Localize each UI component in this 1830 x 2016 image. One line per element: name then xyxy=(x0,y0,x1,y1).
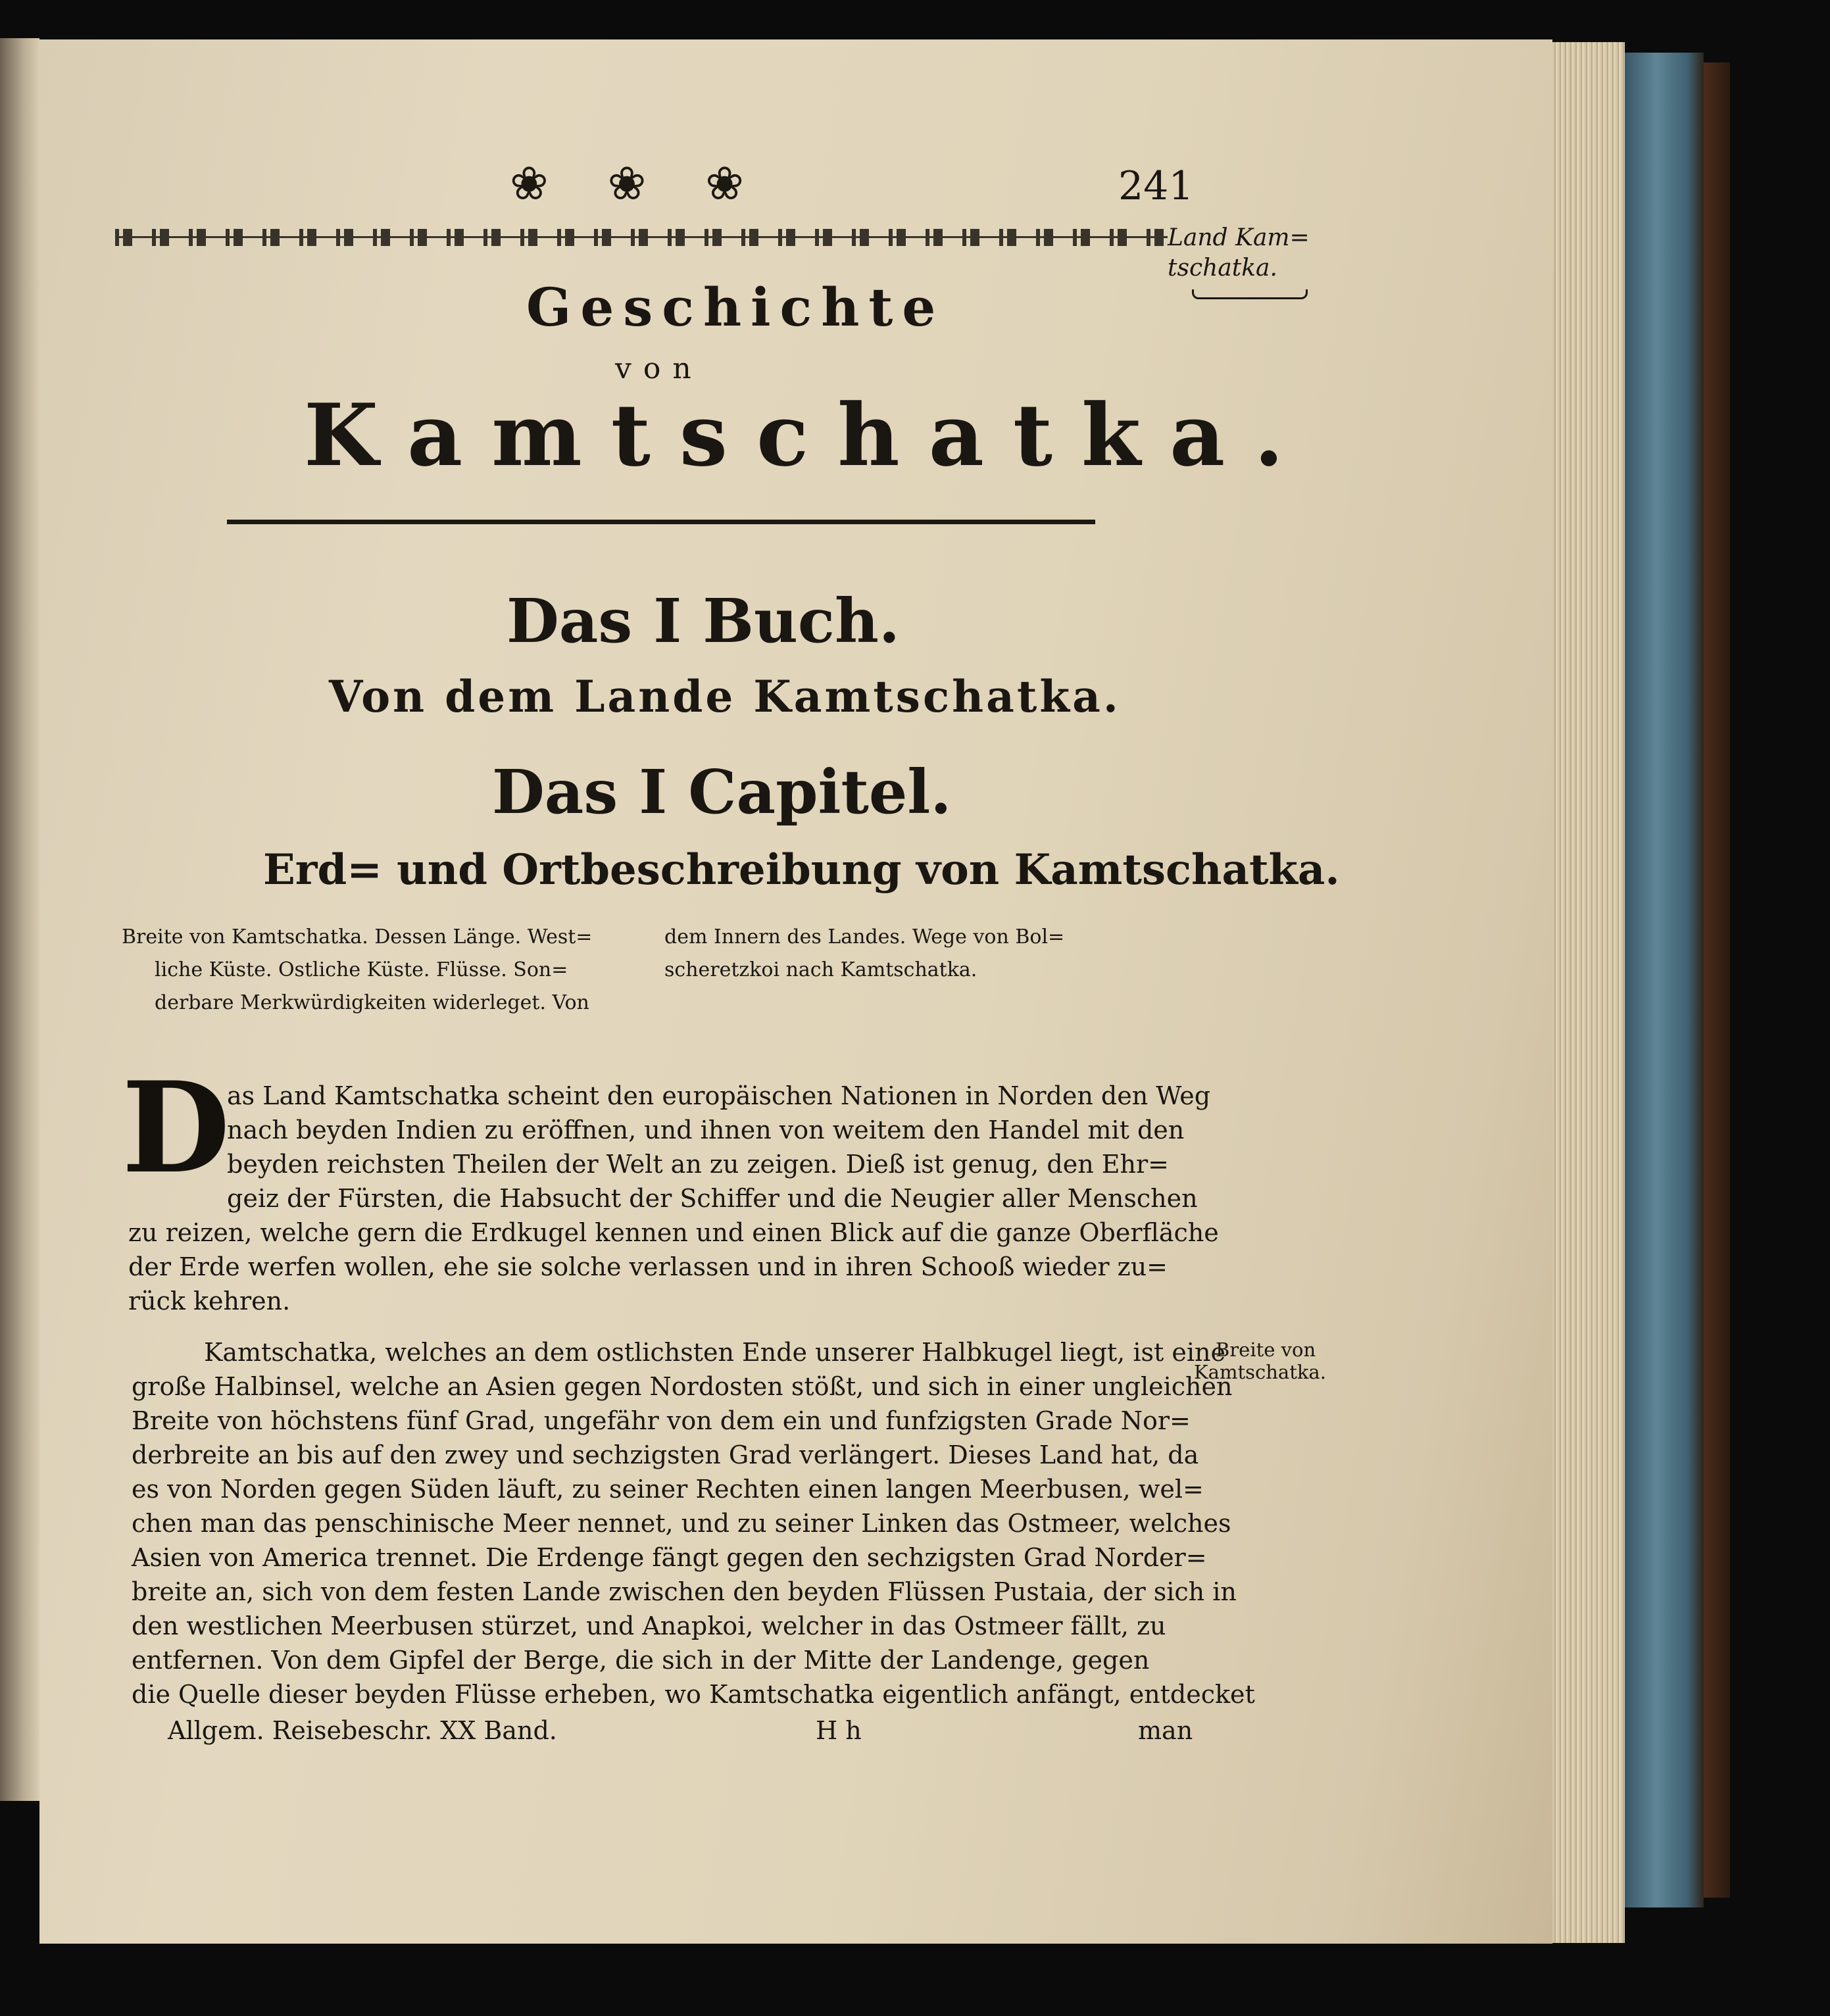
body-line: es von Norden gegen Süden läuft, zu seiner Rechten einen langen Meerbusen, wel= xyxy=(132,1475,1204,1504)
margin-heading-line-2: tschatka. xyxy=(1168,255,1277,282)
body-line: beyden reichsten Theilen der Welt an zu zeigen. Dieß ist genug, den Ehr= xyxy=(227,1150,1169,1179)
chapter-subtitle: Erd= und Ortbeschreibung von Kamtschatka. xyxy=(263,845,1340,895)
body-line: große Halbinsel, welche an Asien gegen Nordosten stößt, und sich in einer ungleichen xyxy=(132,1372,1233,1401)
summary-line: derbare Merkwürdigkeiten widerleget. Von xyxy=(155,991,589,1014)
body-line: Kamtschatka, welches an dem ostlichsten Ende unserer Halbkugel liegt, ist eine xyxy=(204,1338,1225,1367)
margin-brace xyxy=(1192,289,1308,299)
title-von: von xyxy=(615,352,703,385)
body-line: geiz der Fürsten, die Habsucht der Schiffer und die Neugier aller Menschen xyxy=(227,1184,1198,1213)
body-line: Asien von America trennet. Die Erdenge fängt gegen den sechzigsten Grad Norder= xyxy=(132,1543,1207,1572)
book-heading: Das I Buch. xyxy=(507,585,900,656)
margin-heading-line-1: Land Kam= xyxy=(1168,224,1310,251)
summary-line: Breite von Kamtschatka. Dessen Länge. West= xyxy=(122,925,593,948)
footer-catchword: man xyxy=(1138,1716,1193,1745)
title-line-1: Geschichte xyxy=(526,276,945,338)
margin-note-line: Kamtschatka. xyxy=(1194,1361,1326,1383)
summary-line: liche Küste. Ostliche Küste. Flüsse. Son= xyxy=(155,958,568,981)
footer-signature: Allgem. Reisebeschr. XX Band. xyxy=(168,1716,557,1745)
body-line: entfernen. Von dem Gipfel der Berge, die sich in der Mitte der Landenge, gegen xyxy=(132,1646,1150,1675)
page-number: 241 xyxy=(1118,163,1194,209)
drop-cap: D xyxy=(122,1054,230,1201)
body-line: Breite von höchstens fünf Grad, ungefähr von dem ein und funfzigsten Grade Nor= xyxy=(132,1406,1191,1435)
book-cover xyxy=(1625,53,1704,1907)
summary-line: dem Innern des Landes. Wege von Bol= xyxy=(664,925,1065,948)
book-subtitle: Von dem Lande Kamtschatka. xyxy=(329,671,1121,722)
footer-sheet-mark: H h xyxy=(816,1716,862,1745)
title-rule xyxy=(227,520,1095,524)
body-line: den westlichen Meerbusen stürzet, und Anapkoi, welcher in das Ostmeer fällt, zu xyxy=(132,1611,1166,1640)
body-line: derbreite an bis auf den zwey und sechzigsten Grad verlängert. Dieses Land hat, da xyxy=(132,1440,1199,1469)
facing-page-edge xyxy=(0,38,39,1801)
body-line: die Quelle dieser beyden Flüsse erheben, wo Kamtschatka eigentlich anfängt, entdecket xyxy=(132,1680,1255,1709)
margin-note-line: Breite von xyxy=(1216,1339,1316,1361)
body-line: chen man das penschinische Meer nennet, und zu seiner Linken das Ostmeer, welches xyxy=(132,1509,1231,1538)
body-line: breite an, sich von dem festen Lande zwischen den beyden Flüssen Pustaia, der sich in xyxy=(132,1577,1237,1606)
body-line: nach beyden Indien zu eröffnen, und ihnen von weitem den Handel mit den xyxy=(227,1116,1185,1144)
body-line: rück kehren. xyxy=(128,1287,291,1315)
summary-line: scheretzkoi nach Kamtschatka. xyxy=(664,958,977,981)
book-spine xyxy=(1704,62,1730,1898)
fleuron-ornaments: ❀❀❀ xyxy=(510,157,803,210)
chapter-heading: Das I Capitel. xyxy=(492,756,952,827)
page-block-edges xyxy=(1552,42,1625,1943)
title-line-2: Kamtschatka. xyxy=(304,385,1313,485)
ornamental-rule xyxy=(115,229,1168,246)
body-line: der Erde werfen wollen, ehe sie solche verlassen und in ihren Schooß wieder zu= xyxy=(128,1252,1168,1281)
body-line: zu reizen, welche gern die Erdkugel kennen und einen Blick auf die ganze Oberfläche xyxy=(128,1218,1219,1247)
body-line: as Land Kamtschatka scheint den europäischen Nationen in Norden den Weg xyxy=(227,1081,1211,1110)
